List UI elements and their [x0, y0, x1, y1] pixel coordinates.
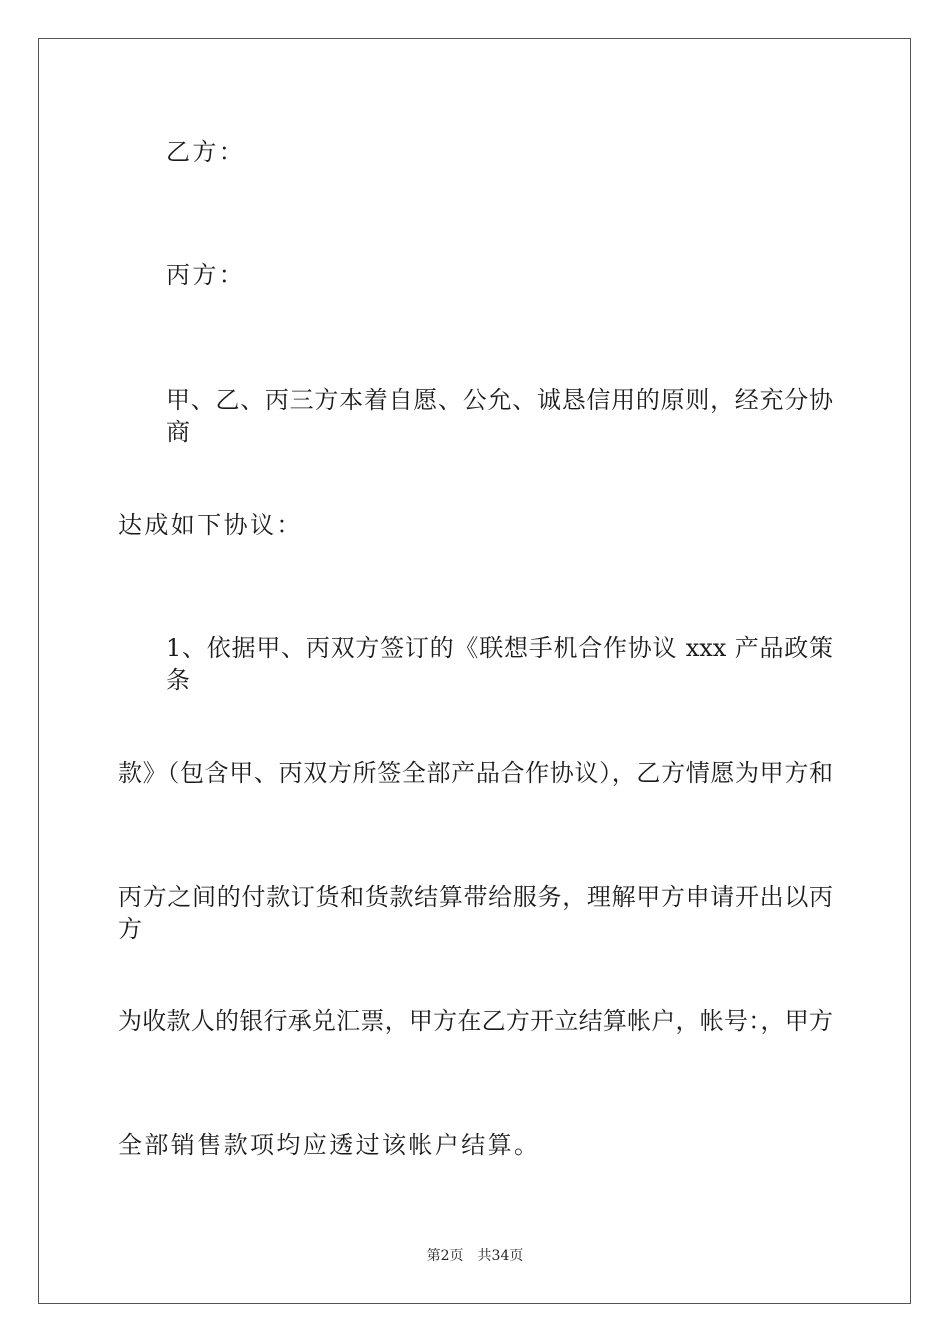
page-number-total: 共34页 — [477, 1248, 524, 1264]
party-b-label: 乙方： — [166, 138, 246, 166]
page-footer — [0, 1247, 950, 1265]
paragraph-2-line-2: 款》（包含甲、丙双方所签全部产品合作协议），乙方情愿为甲方和 — [118, 759, 833, 787]
party-c-label: 丙方： — [166, 261, 246, 289]
paragraph-2-line-3: 丙方之间的付款订货和货款结算带给服务，理解甲方申请开出以丙方 — [118, 883, 833, 943]
paragraph-1-line-2: 达成如下协议： — [118, 511, 303, 539]
page-number-current: 第2页 — [426, 1248, 464, 1264]
paragraph-2-line-5: 全部销售款项均应透过该帐户结算。 — [118, 1131, 541, 1159]
paragraph-1-line-1: 甲、乙、丙三方本着自愿、公允、诚恳信用的原则，经充分协商 — [166, 386, 833, 446]
paragraph-2-line-4: 为收款人的银行承兑汇票，甲方在乙方开立结算帐户，帐号：，甲方 — [118, 1007, 833, 1035]
paragraph-2-line-1: 1、依据甲、丙双方签订的《联想手机合作协议 xxx 产品政策条 — [166, 634, 833, 694]
